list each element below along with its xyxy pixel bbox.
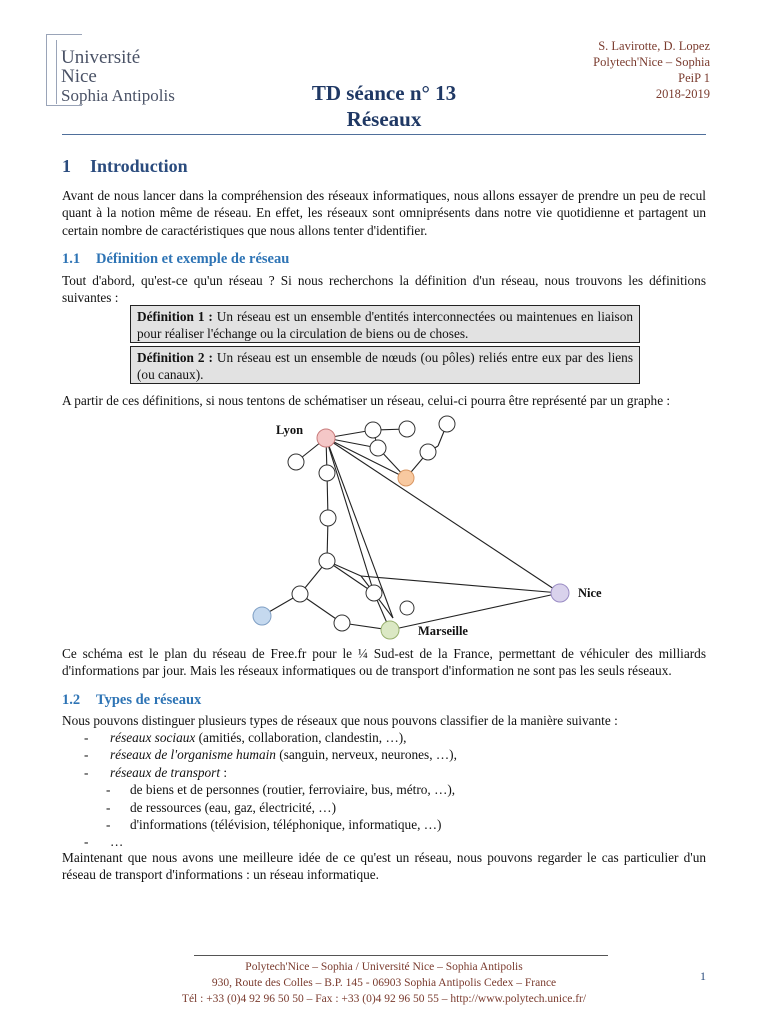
list-dash: - xyxy=(84,834,89,850)
graph-edge xyxy=(326,438,406,478)
logo-line-1: Université xyxy=(61,47,141,68)
graph-edge xyxy=(361,576,560,593)
list-dash: - xyxy=(106,816,111,832)
graph-node xyxy=(319,553,335,569)
section-title: Introduction xyxy=(90,156,188,176)
list-dash: - xyxy=(84,764,89,780)
network-types-list xyxy=(62,729,706,851)
subsection-heading-1-2 xyxy=(62,692,201,709)
school-name: Polytech'Nice – Sophia xyxy=(593,55,710,69)
list-dash: - xyxy=(84,730,89,745)
sub-list-item xyxy=(62,799,706,816)
graph-node-blue xyxy=(253,607,271,625)
definition-label: Définition 1 : xyxy=(137,309,213,324)
page-title: TD séance n° 13 xyxy=(311,81,457,105)
city-label-lyon: Lyon xyxy=(276,423,304,437)
graph-node xyxy=(439,416,455,432)
network-graph xyxy=(230,408,590,643)
graph-node-marseille xyxy=(381,621,399,639)
intro-paragraph: Avant de nous lancer dans la compréhension des réseaux informatiques, nous allons essayer de prendre un peu de recul quant à la notion même de réseau. En effet, les réseaux sont omniprésents dans notre vie quotidienne et partagent un certain nombre de caractéristiques que nous allons tenter d'identifier. xyxy=(62,188,706,238)
graph-edge xyxy=(326,438,560,593)
footer-line-1: Polytech'Nice – Sophia / Université Nice – Sophia Antipolis xyxy=(245,961,523,973)
graph-node xyxy=(399,421,415,437)
graph-node-lyon xyxy=(317,429,335,447)
sub-list-item xyxy=(62,816,706,833)
graph-node xyxy=(288,454,304,470)
list-item-text: (sanguin, nerveux, neurones, …), xyxy=(275,747,457,763)
section-number: 1 xyxy=(62,156,71,176)
list-item-text: de ressources (eau, gaz, électricité, …) xyxy=(130,799,336,815)
subsection-number: 1.2 xyxy=(62,692,81,708)
header-divider xyxy=(62,134,706,135)
graph-node-nice xyxy=(551,584,569,602)
footer-line-2: 930, Route des Colles – B.P. 145 - 06903 Sophia Antipolis Cedex – France xyxy=(211,977,557,989)
list-item-text: (amitiés, collaboration, clandestin, …), xyxy=(195,730,407,745)
definition-box-1 xyxy=(130,305,640,343)
list-dash: - xyxy=(106,799,111,815)
list-item xyxy=(62,746,706,763)
subsection-number: 1.1 xyxy=(62,251,81,267)
definition-label: Définition 2 : xyxy=(137,350,213,365)
list-item-text: … xyxy=(110,834,124,850)
graph-node xyxy=(420,444,436,460)
list-item-italic: réseaux sociaux xyxy=(110,730,196,745)
subsection-title: Définition et exemple de réseau xyxy=(96,251,290,267)
page-subtitle: Réseaux xyxy=(346,107,422,131)
graph-node xyxy=(366,585,382,601)
graph-edge xyxy=(390,593,560,630)
footer-line-3: Tél : +33 (0)4 92 96 50 50 – Fax : +33 (0)4 92 96 50 55 – http://www.polytech.unice.fr/ xyxy=(181,993,587,1005)
free-network-paragraph: Ce schéma est le plan du réseau de Free.fr pour le ¼ Sud-est de la France, permettant de véhiculer des milliards d'informations par jour. Mais les réseaux informatiques ou de transport d'information ne sont pas les seuls réseaux. xyxy=(62,646,706,679)
graph-node-orange xyxy=(398,470,414,486)
graph-node xyxy=(365,422,381,438)
list-item xyxy=(62,764,706,781)
subsection-title: Types de réseaux xyxy=(96,692,202,708)
city-label-nice: Nice xyxy=(578,586,602,600)
list-item-text: d'informations (télévision, téléphonique, informatique, …) xyxy=(130,816,442,832)
class-name: PeiP 1 xyxy=(678,71,710,85)
section-heading-1 xyxy=(62,156,188,177)
definition-text: Un réseau est un ensemble d'entités interconnectées ou maintenues en liaison pour réaliser l'échange ou la circulation de biens ou de choses. xyxy=(137,309,633,342)
list-item xyxy=(62,729,706,746)
types-intro-paragraph: Nous pouvons distinguer plusieurs types de réseaux que nous pouvons classifier de la manière suivante : xyxy=(62,713,618,728)
graph-node xyxy=(400,601,414,615)
definition-box-2 xyxy=(130,346,640,384)
author-names: S. Lavirotte, D. Lopez xyxy=(598,39,710,53)
graph-nodes xyxy=(253,416,569,639)
closing-paragraph: Maintenant que nous avons une meilleure idée de ce qu'est un réseau, nous pouvons regarder le cas particulier d'un réseau de transport d'informations : un réseau informatique. xyxy=(62,850,706,883)
page-number: 1 xyxy=(700,969,706,983)
school-year: 2018-2019 xyxy=(655,87,710,101)
list-dash: - xyxy=(84,747,89,763)
logo-line-2: Nice xyxy=(61,66,97,87)
graph-edge xyxy=(326,438,393,618)
graph-intro-paragraph: A partir de ces définitions, si nous tentons de schématiser un réseau, celui-ci pourra être représenté par un graphe : xyxy=(62,393,671,408)
list-dash: - xyxy=(106,782,111,798)
list-item-italic: réseaux de transport xyxy=(110,764,221,780)
definition-text: Un réseau est un ensemble de nœuds (ou pôles) reliés entre eux par des liens (ou canaux). xyxy=(137,350,633,383)
subsection-heading-1-1 xyxy=(62,251,289,268)
list-item-italic: réseaux de l'organisme humain xyxy=(110,747,276,763)
city-label-marseille: Marseille xyxy=(418,624,468,638)
graph-node xyxy=(334,615,350,631)
graph-node xyxy=(370,440,386,456)
graph-node xyxy=(320,510,336,526)
title-block xyxy=(0,80,768,132)
graph-node xyxy=(319,465,335,481)
list-item-text: de biens et de personnes (routier, ferroviaire, bus, métro, …), xyxy=(130,782,456,798)
sub-list-item xyxy=(62,781,706,798)
graph-node xyxy=(292,586,308,602)
definition-intro-paragraph: Tout d'abord, qu'est-ce qu'un réseau ? Si nous recherchons la définition d'un réseau, nous trouvons les définitions suivantes : xyxy=(62,273,706,306)
footer-divider xyxy=(194,955,608,956)
footer xyxy=(0,959,768,1007)
list-item-text: : xyxy=(220,764,228,780)
logo-line-3: Sophia Antipolis xyxy=(61,86,175,105)
